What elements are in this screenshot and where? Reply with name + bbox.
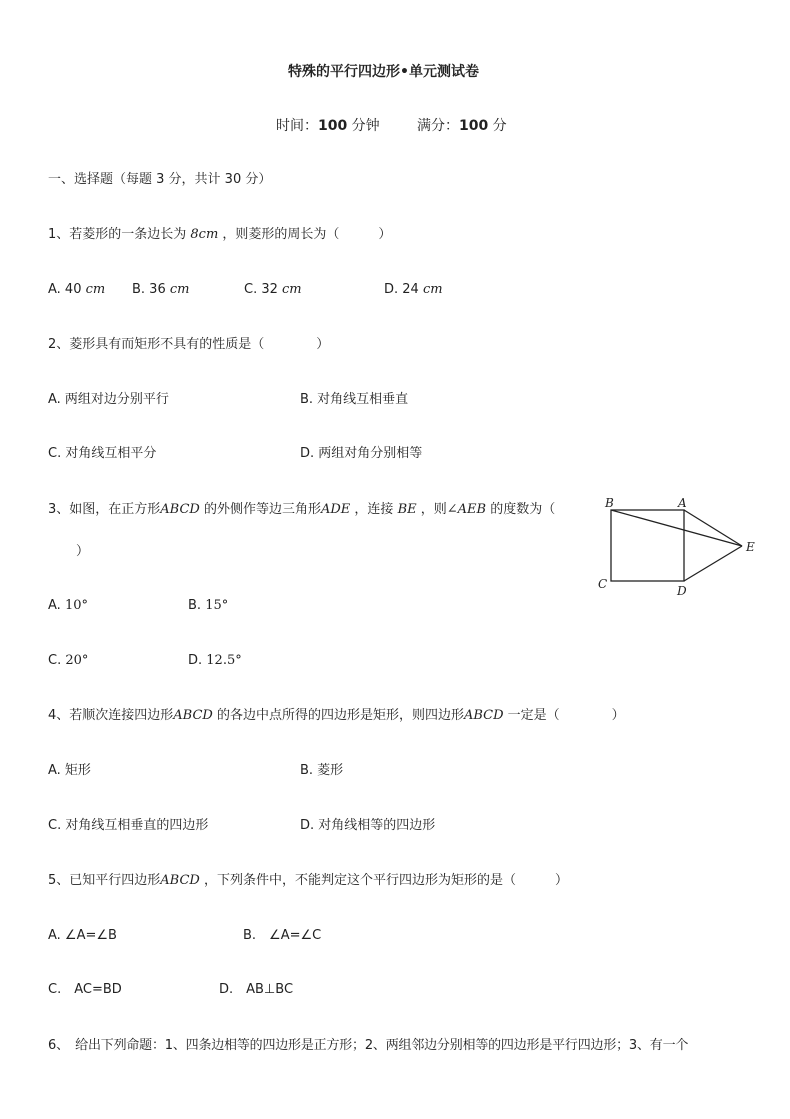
q3-option-b: [188, 598, 228, 614]
option-value: 20°: [65, 653, 89, 668]
score-unit: 分: [488, 118, 507, 134]
section-heading: 一、选择题（每题 3 分，共计 30 分）: [48, 172, 272, 187]
q4-text: 的各边中点所得的四边形是矩形，则四边形: [212, 708, 464, 723]
question-6: 6、 给出下列命题：1、四条边相等的四边形是正方形；2、两组邻边分别相等的四边形是平行四边形；3、有一个: [48, 1038, 689, 1053]
option-value: 10°: [64, 598, 88, 613]
q4-math: ABCD: [463, 708, 504, 723]
q4-option-d: D. 对角线相等的四边形: [300, 818, 436, 833]
q3-text: 的度数为（: [486, 502, 556, 517]
q5-option-d: D. AB⊥BC: [219, 982, 294, 997]
vertex-label-b: B: [605, 496, 614, 510]
q1-option-a: [48, 282, 105, 298]
square-triangle-figure: [592, 492, 767, 604]
option-label: C. 32: [244, 282, 283, 297]
option-label: D. 24: [384, 282, 423, 297]
q1-suffix: ，则菱形的周长为（ ）: [218, 227, 392, 242]
option-unit: cm: [169, 282, 190, 297]
q1-option-c: [244, 282, 302, 298]
q3-math: ∠AEB: [446, 502, 487, 517]
q4-option-c: C. 对角线互相垂直的四边形: [48, 818, 209, 833]
option-label: A.: [48, 598, 65, 613]
q5-option-b: B. ∠A=∠C: [243, 928, 322, 943]
option-label: C.: [48, 653, 66, 668]
q5-option-a: A. ∠A=∠B: [48, 928, 117, 943]
q2-option-b: B. 对角线互相垂直: [300, 392, 409, 407]
option-unit: cm: [422, 282, 443, 297]
q5-math: ABCD: [160, 873, 200, 888]
question-4: [48, 708, 625, 724]
q3-math: ADE: [320, 502, 351, 517]
option-label: B. 36: [132, 282, 170, 297]
question-3-continued: ）: [76, 544, 90, 559]
exam-score: [417, 118, 507, 134]
score-label: 满分：: [417, 118, 459, 134]
option-value: 12.5°: [206, 653, 242, 668]
time-label: 时间：: [276, 118, 318, 134]
score-value: 100: [459, 118, 489, 134]
option-unit: cm: [85, 282, 106, 297]
q3-math: BE: [397, 502, 417, 517]
segment-de: [684, 546, 742, 581]
q1-option-b: [132, 282, 189, 298]
q3-option-a: [48, 598, 88, 614]
option-label: D.: [188, 653, 207, 668]
q3-math: ABCD: [160, 502, 200, 517]
q5-option-c: C. AC=BD: [48, 982, 122, 997]
q5-text: 5、已知平行四边形: [48, 873, 161, 888]
vertex-label-d: D: [677, 584, 687, 598]
q4-option-b: B. 菱形: [300, 763, 344, 778]
page-title: 特殊的平行四边形•单元测试卷: [288, 64, 479, 80]
q3-option-d: [188, 653, 242, 669]
q3-option-c: [48, 653, 88, 669]
q3-text: 3、如图，在正方形: [48, 502, 161, 517]
q1-option-d: [384, 282, 443, 298]
question-2: 2、菱形具有而矩形不具有的性质是（ ）: [48, 337, 330, 352]
q3-text: 的外侧作等边三角形: [199, 502, 321, 517]
option-value: 15°: [205, 598, 229, 613]
q1-prefix: 1、若菱形的一条边长为: [48, 227, 191, 242]
question-3: [48, 502, 555, 518]
q1-math: 8cm: [190, 227, 219, 242]
time-unit: 分钟: [347, 118, 380, 134]
question-5: [48, 873, 568, 889]
option-label: B.: [188, 598, 206, 613]
q2-option-d: D. 两组对角分别相等: [300, 446, 423, 461]
q5-text: ，下列条件中，不能判定这个平行四边形为矩形的是（ ）: [199, 873, 568, 888]
exam-meta: [276, 118, 380, 134]
q4-option-a: A. 矩形: [48, 763, 91, 778]
q4-math: ABCD: [173, 708, 213, 723]
q3-text: ，则: [416, 502, 447, 517]
q4-text: 4、若顺次连接四边形: [48, 708, 174, 723]
q2-option-a: A. 两组对边分别平行: [48, 392, 169, 407]
segment-be: [611, 510, 742, 546]
vertex-label-e: E: [746, 540, 755, 554]
time-value: 100: [318, 118, 348, 134]
option-label: A. 40: [48, 282, 86, 297]
segment-ae: [684, 510, 742, 546]
q3-text: ，连接: [350, 502, 398, 517]
q4-text: 一定是（ ）: [503, 708, 625, 723]
q2-option-c: C. 对角线互相平分: [48, 446, 157, 461]
vertex-label-a: A: [678, 496, 687, 510]
question-1: [48, 227, 391, 243]
option-unit: cm: [282, 282, 302, 297]
vertex-label-c: C: [598, 577, 608, 591]
